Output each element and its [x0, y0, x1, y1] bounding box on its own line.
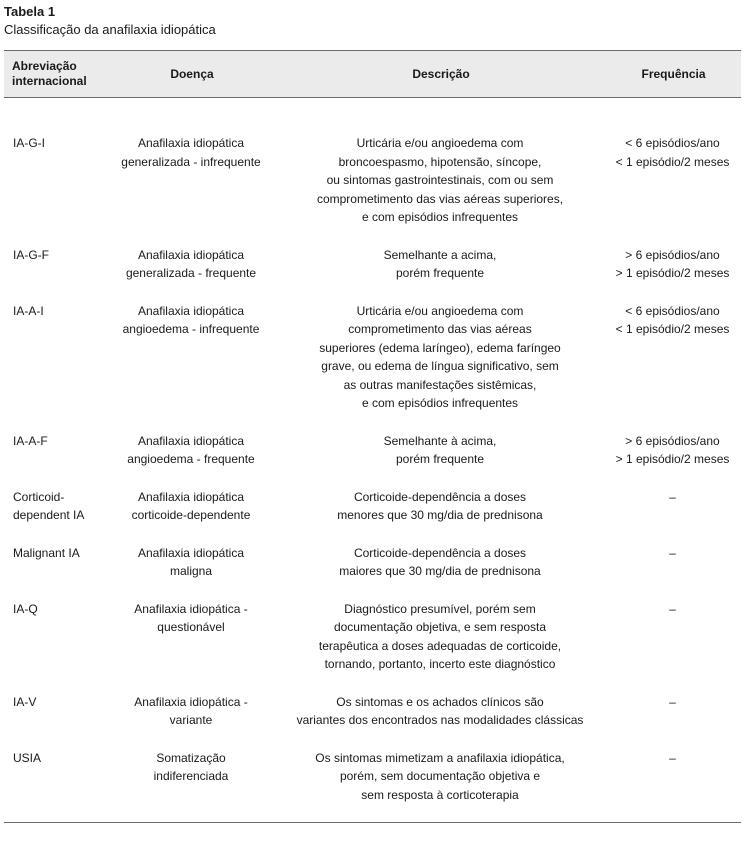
table-row [4, 246, 741, 302]
frequency-cell [604, 693, 741, 749]
disease-cell [106, 98, 276, 246]
disease-cell-line: Anafilaxia idiopática [137, 545, 245, 560]
table-row [4, 693, 741, 749]
description-cell-line: comprometimento das vias aéreas superiores, [316, 191, 564, 206]
abbreviation-cell-line: dependent IA [13, 508, 85, 522]
abbreviation-cell-line: IA-G-F [13, 247, 49, 262]
header-disease: Doença [106, 51, 276, 98]
frequency-cell-line: > 6 episódios/ano [625, 247, 720, 262]
abbreviation-cell [4, 544, 106, 600]
disease-cell-line: Somatização [156, 750, 226, 765]
table-header [4, 51, 741, 98]
abbreviation-cell [4, 488, 106, 544]
description-cell-line: ou sintomas gastrointestinais, com ou sem [326, 173, 554, 187]
frequency-cell-line: < 6 episódios/ano [625, 136, 720, 150]
description-cell-line: Semelhante à acima, [383, 433, 497, 448]
abbreviation-cell [4, 302, 106, 432]
header-description: Descrição [276, 51, 604, 98]
description-cell-line: Corticoide-dependência a doses [353, 489, 527, 504]
description-cell [276, 544, 604, 600]
description-cell-line: porém frequente [395, 266, 485, 280]
frequency-cell [604, 488, 741, 544]
disease-cell [106, 693, 276, 749]
abbreviation-cell [4, 432, 106, 488]
header-abbreviation-line: internacional [12, 74, 87, 88]
frequency-cell [604, 432, 741, 488]
frequency-cell-line: > 6 episódios/ano [625, 433, 720, 448]
description-cell [276, 302, 604, 432]
table-title: Tabela 1 [4, 4, 56, 19]
description-cell [276, 693, 604, 749]
description-cell [276, 98, 604, 246]
description-cell [276, 246, 604, 302]
description-cell-line: e com episódios infrequentes [361, 210, 519, 224]
disease-cell [106, 488, 276, 544]
frequency-cell-line: < 1 episódio/2 meses [615, 322, 730, 336]
abbreviation-cell [4, 246, 106, 302]
disease-cell-line: Anafilaxia idiopática - [134, 601, 248, 616]
frequency-cell-line: – [669, 750, 676, 765]
description-cell-line: Os sintomas e os achados clínicos são [336, 694, 544, 709]
disease-cell-line: Anafilaxia idiopática - [134, 694, 248, 709]
description-cell-line: sem resposta à corticoterapia [361, 787, 519, 802]
disease-cell-line: Anafilaxia idiopática [137, 136, 245, 150]
frequency-cell-line: – [669, 545, 676, 560]
disease-cell-line: Anafilaxia idiopática [137, 303, 245, 318]
frequency-cell [604, 302, 741, 432]
table-row [4, 432, 741, 488]
disease-cell [106, 302, 276, 432]
abbreviation-cell [4, 749, 106, 823]
description-cell [276, 600, 604, 693]
classification-table [4, 50, 741, 823]
abbreviation-cell [4, 693, 106, 749]
abbreviation-cell-line: IA-A-I [13, 303, 44, 318]
table-row [4, 749, 741, 823]
description-cell-line: porém, sem documentação objetiva e [339, 769, 541, 783]
description-cell-line: Urticária e/ou angioedema com [356, 303, 524, 318]
description-cell-line: Os sintomas mimetizam a anafilaxia idiopática, [315, 750, 565, 765]
abbreviation-cell-line: IA-Q [13, 601, 38, 616]
frequency-cell-line: – [669, 489, 676, 504]
abbreviation-cell-line: USIA [13, 750, 42, 765]
description-cell-line: comprometimento das vias aéreas [348, 322, 532, 336]
disease-cell [106, 432, 276, 488]
description-cell-line: tornando, portanto, incerto este diagnóstico [324, 657, 556, 671]
description-cell-line: terapêutica a doses adequadas de corticoide, [318, 638, 562, 653]
description-cell-line: Semelhante a acima, [383, 247, 497, 262]
frequency-cell [604, 246, 741, 302]
description-cell-line: documentação objetiva, e sem resposta [333, 620, 547, 634]
abbreviation-cell-line: Malignant IA [13, 545, 80, 560]
header-frequency: Frequência [604, 51, 741, 98]
disease-cell-line: Anafilaxia idiopática [137, 433, 245, 448]
frequency-cell-line: – [669, 694, 676, 709]
frequency-cell-line: > 1 episódio/2 meses [615, 452, 730, 466]
frequency-cell [604, 544, 741, 600]
description-cell-line: Diagnóstico presumível, porém sem [344, 601, 536, 616]
frequency-cell [604, 749, 741, 823]
description-cell-line: porém frequente [395, 452, 485, 466]
disease-cell-line: generalizada - infrequente [121, 154, 261, 169]
abbreviation-cell [4, 98, 106, 246]
frequency-cell-line: > 1 episódio/2 meses [615, 266, 730, 280]
description-cell-line: variantes dos encontrados nas modalidades clássicas [296, 713, 584, 727]
description-cell-line: as outras manifestações sistêmicas, [343, 377, 537, 392]
table-row [4, 98, 741, 246]
disease-cell-line: maligna [169, 564, 213, 578]
description-cell-line: broncoespasmo, hipotensão, síncope, [338, 154, 542, 169]
frequency-cell [604, 600, 741, 693]
description-cell-line: superiores (edema laríngeo), edema faríngeo [319, 340, 561, 355]
description-cell-line: Corticoide-dependência a doses [353, 545, 527, 560]
disease-cell-line: indiferenciada [153, 769, 229, 783]
disease-cell [106, 749, 276, 823]
disease-cell-line: questionável [157, 620, 225, 634]
disease-cell-line: Anafilaxia idiopática [137, 489, 245, 504]
frequency-cell [604, 98, 741, 246]
table-body [4, 98, 741, 823]
abbreviation-cell [4, 600, 106, 693]
table-row [4, 600, 741, 693]
description-cell-line: e com episódios infrequentes [361, 396, 519, 410]
description-cell [276, 432, 604, 488]
description-cell-line: Urticária e/ou angioedema com [356, 136, 524, 150]
description-cell-line: maiores que 30 mg/dia de prednisona [339, 564, 541, 578]
description-cell-line: menores que 30 mg/dia de prednisona [337, 508, 543, 522]
abbreviation-cell-line: Corticoid- [13, 489, 65, 504]
document-page [4, 4, 741, 823]
disease-cell [106, 544, 276, 600]
description-cell-line: grave, ou edema de língua significativo, sem [321, 359, 559, 373]
disease-cell [106, 600, 276, 693]
table-row [4, 488, 741, 544]
disease-cell-line: corticoide-dependente [131, 508, 251, 522]
disease-cell-line: angioedema - infrequente [122, 322, 260, 336]
disease-cell-line: angioedema - frequente [127, 452, 255, 466]
frequency-cell-line: – [669, 601, 676, 616]
disease-cell-line: variante [169, 713, 213, 727]
abbreviation-cell-line: IA-G-I [13, 136, 45, 150]
description-cell [276, 488, 604, 544]
disease-cell-line: generalizada - frequente [125, 266, 257, 280]
header-abbreviation [4, 51, 106, 98]
disease-cell [106, 246, 276, 302]
disease-cell-line: Anafilaxia idiopática [137, 247, 245, 262]
abbreviation-cell-line: IA-V [13, 694, 37, 709]
header-row [4, 51, 741, 98]
frequency-cell-line: < 1 episódio/2 meses [615, 154, 730, 169]
abbreviation-cell-line: IA-A-F [13, 433, 48, 448]
description-cell [276, 749, 604, 823]
table-row [4, 302, 741, 432]
table-subtitle: Classificação da anafilaxia idiopática [4, 22, 216, 37]
frequency-cell-line: < 6 episódios/ano [625, 303, 720, 318]
table-row [4, 544, 741, 600]
header-abbreviation-line: Abreviação [12, 59, 77, 73]
